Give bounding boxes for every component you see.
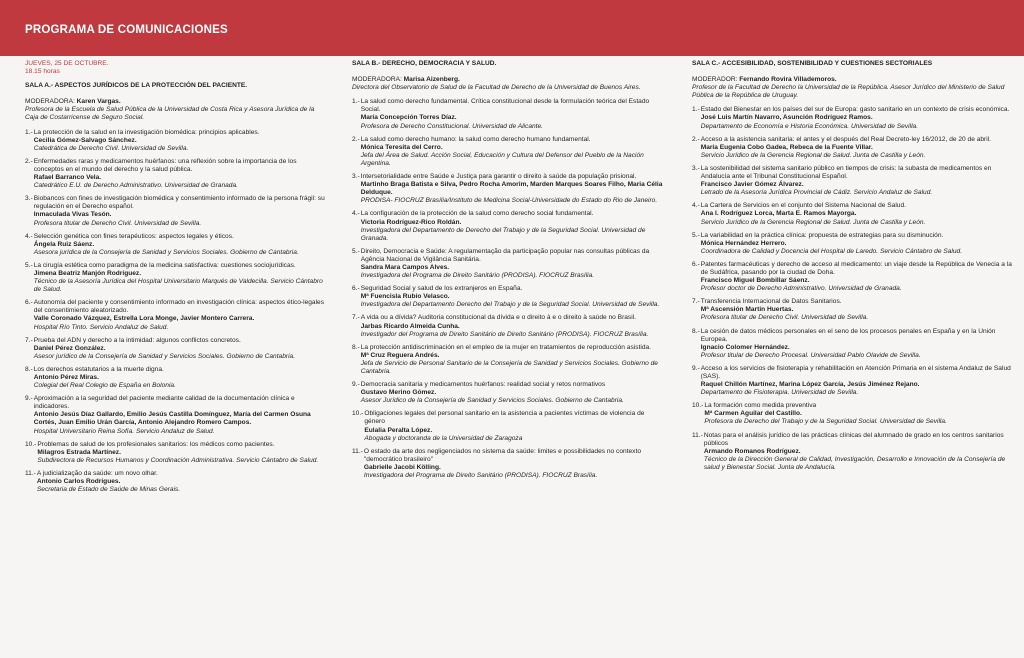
item-number: 4.- (692, 202, 700, 210)
header-banner (0, 0, 1024, 56)
item-speaker: Antonio Carlos Rodrigues. (36, 478, 121, 486)
item-speaker: Raquel Chillón Martínez, Marina López García, Jesús Jiménez Rejano. (700, 381, 920, 389)
moderator-label: MODERADOR: (692, 76, 738, 84)
item-title: Estado del Bienestar en los países del sur de Europa: gasto sanitario en un contexto de crisis económica. (700, 106, 1010, 114)
item-body (34, 337, 325, 361)
item-body (34, 395, 325, 435)
item-speaker: Valle Coronado Vázquez, Estrella Lora Monge, Javier Montero Carrera. (33, 315, 255, 323)
item-title: Obligaciones legales del personal sanitario en la asistencia a pacientes víctimas de violencia de género (364, 410, 645, 426)
item-speaker: Jarbas Ricardo Almeida Cunha. (360, 322, 460, 330)
item-title: Transferencia Internacional de Datos Sanitarios. (700, 298, 842, 306)
item-speaker: Mª Fuencisla Rubio Velasco. (360, 293, 450, 301)
item-speaker: Francisco Miguel Bombillar Sáenz. (700, 277, 810, 285)
communication-item (352, 136, 666, 168)
item-affiliation: Abogada y doctoranda de la Universidad de Zaragoza (364, 434, 523, 442)
item-affiliation: Hospital Río Tinto. Servicio Andaluz de Salud. (33, 323, 169, 331)
item-body (701, 202, 1012, 226)
item-body (701, 106, 1012, 130)
moderator-block (692, 76, 1012, 100)
item-speaker: Mónica Teresita del Cerro. (360, 143, 443, 151)
item-number: 8.- (25, 365, 33, 373)
item-affiliation: Colegial del Real Colegio de España en Bolonia. (33, 382, 176, 390)
communication-item (692, 432, 1012, 472)
communication-item (692, 402, 1012, 426)
sala-heading: SALA A.- ASPECTOS JURÍDICOS DE LA PROTECCIÓN DEL PACIENTE. (25, 82, 248, 90)
communication-item (692, 202, 1012, 226)
item-affiliation: Departamento de Economía e Historia Económica. Universidad de Sevilla. (700, 122, 919, 130)
item-title: Biobancos con fines de investigación biomédica y consentimiento informado de la persona frágil: su regulación en el Derecho español. (33, 195, 325, 211)
communication-item (25, 262, 325, 294)
item-number: 10.- (352, 410, 364, 418)
item-affiliation: Investigadora del Departamento Derecho del Trabajo y de la Seguridad Social. Universidad de Sevilla. (360, 301, 660, 309)
item-body (701, 261, 1012, 293)
item-title: Autonomía del paciente y consentimiento informado en investigación clínica: aspectos ético-legales del consentimiento aleatorizado. (33, 299, 324, 315)
communication-item (25, 395, 325, 435)
item-affiliation: Profesora titular de Derecho Civil. Universidad de Sevilla. (700, 314, 869, 322)
item-speaker: Rafael Barranco Vela. (33, 174, 102, 182)
communication-item (25, 337, 325, 361)
item-number: 2.- (352, 135, 360, 143)
item-body (701, 298, 1012, 322)
item-number: 1.- (692, 106, 700, 114)
communication-item (352, 98, 666, 130)
item-body (34, 366, 325, 390)
item-title: La protección de la salud en la investigación biomédica: principios aplicables. (33, 128, 260, 136)
column-sala-c (692, 60, 1012, 477)
communication-item (25, 129, 325, 153)
item-body (37, 441, 325, 465)
item-title: Selección genética con fines terapéuticos: aspectos legales y éticos. (33, 232, 234, 240)
item-speaker: Antonio Jesús Díaz Gallardo, Emilio Jesús Castilla Domínguez, María del Carmen Osuna Cortés, Juan Emilio Urán García, Antonio Alejandro Romero Campos. (33, 411, 311, 427)
item-body (361, 285, 666, 309)
item-title: Acceso a los servicios de fisioterapia y rehabilitación en Atención Primaria en el sistema Andaluz de Salud (SAS). (700, 364, 1011, 380)
communication-item (352, 173, 666, 205)
item-body (361, 136, 666, 168)
item-affiliation: Catedrático E.U. de Derecho Administrativo. Universidad de Granada. (33, 182, 238, 190)
item-affiliation: Profesor titular de Derecho Procesal. Universidad Pablo Olavide de Sevilla. (700, 351, 921, 359)
item-number: 1.- (352, 98, 360, 106)
item-body (701, 328, 1012, 360)
moderator-block (25, 98, 325, 122)
item-affiliation: Profesora de Derecho Constitucional. Universidad de Alicante. (360, 122, 543, 130)
item-affiliation: Profesor doctor de Derecho Administrativo. Universidad de Granada. (700, 285, 902, 293)
item-speaker: José Luis Martín Navarro, Asunción Rodríguez Ramos. (700, 114, 873, 122)
session-datetime (25, 60, 325, 76)
item-affiliation: Investigadora del Departamento de Derecho del Trabajo y de la Seguridad Social. Universidad de Granada. (360, 226, 646, 242)
item-speaker: María Eugenia Cobo Gadea, Rebeca de la Fuente Villar. (700, 143, 873, 151)
item-number: 7.- (352, 314, 360, 322)
item-affiliation: Departamento de Fisioterapia. Universidad de Sevilla. (700, 389, 859, 397)
item-speaker: Milagros Estrada Martínez. (37, 448, 121, 456)
moderator-name: Marisa Aizenberg. (403, 76, 460, 84)
item-body (34, 299, 325, 331)
item-title: Seguridad Social y salud de los extranjeros en España. (360, 285, 523, 293)
item-title: Aproximación a la seguridad del paciente mediante calidad de la documentación clínica e indicadores. (33, 395, 295, 411)
item-number: 6.- (25, 299, 33, 307)
item-affiliation: Subdirectora de Recursos Humanos y Coordinación Administrativa. Servicio Cántabro de Salud. (37, 456, 319, 464)
communication-item (692, 261, 1012, 293)
item-affiliation: Profesora titular de Derecho Civil. Universidad de Sevilla. (33, 219, 202, 227)
item-speaker: Inmaculada Vivas Tesón. (33, 211, 112, 219)
item-affiliation: Servicio Jurídico de la Gerencia Regional de Salud. Junta de Castilla y León. (700, 218, 926, 226)
moderator-label: MODERADORA: (25, 98, 75, 106)
item-title: La formación como medida preventiva (704, 402, 817, 410)
item-affiliation: Profesora de Derecho del Trabajo y de la Seguridad Social. Universidad de Sevilla. (704, 418, 947, 426)
item-body (701, 365, 1012, 397)
communication-item (692, 232, 1012, 256)
item-affiliation: Investigador del Programa de Direito Sanitário de Direito Sanitário (PRODISA). FIOCRUZ Brasília. (360, 330, 649, 338)
item-title: Patentes farmacéuticas y derecho de acceso al medicamento: un viaje desde la República de Venecia a la de Sudáfrica, pasando por la ciudad de Doha. (700, 260, 1012, 276)
item-body (704, 432, 1012, 472)
item-title: La salud como derecho humano: la salud como derecho humano fundamental. (360, 135, 591, 143)
communication-item (25, 233, 325, 257)
item-affiliation: Letrado de la Asesoría Jurídica Provincial de Cádiz. Servicio Andaluz de Salud. (700, 189, 933, 197)
moderator-name: Fernando Rovira Villademoros. (739, 76, 837, 84)
item-body (34, 195, 325, 227)
item-number: 6.- (692, 260, 700, 268)
item-number: 8.- (692, 327, 700, 335)
item-affiliation: Asesora jurídica de la Consejería de Sanidad y Servicios Sociales. Gobierno de Cantabria. (33, 248, 299, 256)
communication-item (352, 248, 666, 280)
item-number: 11.- (692, 431, 703, 439)
item-body (34, 129, 325, 153)
session-time: 18.15 horas (25, 68, 60, 76)
item-number: 5.- (25, 261, 33, 269)
item-body (701, 165, 1012, 197)
communication-item (352, 314, 666, 338)
item-speaker: Antonio Pérez Miras. (33, 374, 99, 381)
item-affiliation: Coordinadora de Calidad y Docencia del Hospital de Laredo. Servicio Cántabro de Salud. (700, 247, 963, 255)
item-affiliation: Investigadora del Programa de Direito Sanitário (PRODISA). FIOCRUZ Brasília. (360, 272, 595, 280)
communication-item (25, 299, 325, 331)
item-body (364, 410, 666, 442)
communication-item (692, 328, 1012, 360)
item-speaker: María Concepción Torres Díaz. (360, 114, 457, 122)
item-title: Intersetorialidade entre Saúde e Justiça para garantir o direito à saúde da população prisional. (360, 173, 637, 181)
item-title: La cesión de datos médicos personales en el seno de los procesos penales en España y en la Unión Europea. (700, 327, 996, 343)
communication-item (25, 195, 325, 227)
item-title: La protección antidiscriminación en el empleo de la mujer en tratamientos de reproducción asistida. (360, 343, 651, 351)
item-number: 3.- (352, 173, 360, 181)
session-date: JUEVES, 25 DE OCTUBRE. (25, 60, 109, 67)
item-speaker: Mª Cruz Reguera Andrés. (360, 351, 440, 359)
item-body (701, 136, 1012, 160)
item-title: La salud como derecho fundamental. Crítica constitucional desde la formulación teórica del Estado Social. (360, 98, 650, 114)
item-speaker: Eulalia Peralta López. (364, 426, 433, 434)
item-speaker: Ignacio Colomer Hernández. (700, 343, 790, 351)
communication-item (25, 158, 325, 190)
item-body (361, 98, 666, 130)
item-number: 2.- (692, 135, 700, 143)
moderator-affiliation: Directora del Observatorio de Salud de la Facultad de Derecho de la Universidad de Buenos Aires. (352, 84, 641, 92)
item-affiliation: Asesor Jurídico de la Consejería de Sanidad y Servicios Sociales. Gobierno de Cantabria. (360, 397, 624, 405)
item-affiliation: Jefa del Área de Salud. Acción Social, Educación y Cultura del Defensor del Pueblo de la Nación Argentina. (360, 151, 644, 167)
item-number: 5.- (352, 247, 360, 255)
communication-item (25, 441, 325, 465)
item-affiliation: Técnico de la Asesoría Jurídica del Hospital Universitario Marqués de Valdecilla. Servicio Cántabro de Salud. (33, 278, 323, 294)
page-title: PROGRAMA DE COMUNICACIONES (25, 24, 228, 36)
item-speaker: Jimena Beatriz Manjón Rodríguez. (33, 269, 142, 277)
item-number: 9.- (352, 381, 360, 389)
communication-item (25, 366, 325, 390)
item-title: Acceso a la asistencia sanitaria: el antes y el después del Real Decreto-ley 16/2012, de 20 de abril. (700, 135, 991, 143)
communication-item (692, 106, 1012, 130)
item-affiliation: Catedrática de Derecho Civil. Universidad de Sevilla. (33, 144, 189, 152)
item-title: Problemas de salud de los profesionales sanitarios: los médicos como pacientes. (37, 440, 275, 448)
item-title: Prueba del ADN y derecho a la intimidad: algunos conflictos concretos. (33, 336, 241, 344)
item-speaker: Sandra Mara Campos Alves. (360, 263, 450, 271)
item-speaker: Mónica Hernández Herrero. (700, 239, 787, 247)
item-speaker: Gustavo Merino Gómez. (360, 389, 437, 397)
item-title: La sostenibilidad del sistema sanitario público en tiempos de crisis: la subasta de medicamentos en Andalucía ante el Tribunal Constitucional Español. (700, 164, 992, 181)
column-sala-a (25, 60, 325, 499)
item-number: 1.- (25, 128, 33, 136)
item-number: 6.- (352, 285, 360, 293)
communication-item (25, 470, 325, 494)
item-speaker: Gabrielle Jacobi Kölling. (363, 463, 441, 471)
item-number: 8.- (352, 343, 360, 351)
communication-item (352, 285, 666, 309)
communication-item (352, 210, 666, 242)
item-speaker: Daniel Pérez González. (33, 344, 106, 352)
item-title: La Cartera de Servicios en el conjunto del Sistema Nacional de Salud. (700, 202, 906, 210)
moderator-affiliation: Profesor de la Facultad de Derecho la Universidad de la República. Asesor Jurídico del Ministerio de Salud Pública de la República de Uruguay. (692, 84, 1005, 100)
moderator-affiliation: Profesora de la Escuela de Salud Pública de la Universidad de Costa Rica y Asesora Jurídica de la Caja de Costarricense de Seguro Social. (25, 106, 315, 122)
item-body (364, 448, 666, 480)
item-title: Notas para el análisis jurídico de las prácticas clínicas del alumnado de grado en los centros sanitarios públicos (703, 431, 1004, 447)
item-body (361, 381, 666, 405)
item-affiliation: Servicio Jurídico de la Gerencia Regional de Salud. Junta de Castilla y León. (700, 151, 926, 159)
item-number: 10.- (692, 402, 704, 410)
column-sala-b (352, 60, 666, 485)
communication-item (352, 448, 666, 480)
item-title: Enfermedades raras y medicamentos huérfanos: una reflexión sobre la importancia de los conceptos en el mundo del derecho y la salud pública. (33, 157, 297, 173)
item-number: 10.- (25, 440, 37, 448)
communication-item (352, 344, 666, 376)
item-speaker: Armando Romanos Rodríguez. (703, 447, 801, 455)
communication-item (692, 298, 1012, 322)
item-speaker: Mª Carmen Aguilar del Castillo. (704, 410, 802, 418)
moderator-label: MODERADORA: (352, 76, 402, 84)
item-number: 4.- (25, 232, 33, 240)
item-number: 11.- (352, 447, 363, 455)
item-body (361, 210, 666, 242)
item-speaker: Mª Ascensión Martín Huertas. (700, 306, 794, 314)
item-number: 9.- (25, 395, 33, 403)
communication-item (692, 165, 1012, 197)
item-affiliation: Jefa de Servicio de Personal Sanitario de la Consejería de Sanidad y Servicios Sociales. Gobierno de Cantabria. (360, 359, 658, 375)
item-title: A judicialização da saúde: um novo olhar. (36, 469, 158, 477)
item-body (361, 173, 666, 205)
item-affiliation: Secretaria de Estado de Saúde de Minas Gerais. (36, 486, 181, 494)
item-body (361, 248, 666, 280)
item-title: La cirugía estética como paradigma de la medicina satisfactiva: cuestiones sociojurídicas. (33, 261, 296, 269)
item-speaker: Ángela Ruiz Sáenz. (33, 240, 95, 248)
communication-item (352, 381, 666, 405)
item-body (34, 158, 325, 190)
item-speaker: Martinho Braga Batista e Silva, Pedro Rocha Amorim, Marden Marques Soares Filho, Maria Célia Delduque. (360, 181, 663, 197)
item-number: 3.- (25, 195, 33, 203)
item-body (34, 233, 325, 257)
item-number: 7.- (692, 298, 700, 306)
item-affiliation: PRODISA- FIOCRUZ Brasília/Instituto de Medicina Social-Universidade do Estado do Rio de Janeiro. (360, 197, 658, 205)
item-body (361, 344, 666, 376)
sala-heading: SALA C.- ACCESIBILIDAD, SOSTENIBILIDAD Y CUESTIONES SECTORIALES (692, 60, 933, 67)
item-title: A vida ou a dívida? Auditoria constitucional da dívida e o direito à e o direito à saúde no Brasil. (360, 314, 636, 322)
item-title: Direito, Democracia e Saúde: A regulamentação da participação popular nas consultas públicas da Agência Nacional de Vigilância Sanitária. (360, 247, 650, 263)
item-title: La variabilidad en la práctica clínica: propuesta de estrategias para su disminución. (700, 231, 944, 239)
item-body (704, 402, 1012, 426)
item-title: Los derechos estatutarios a la muerte digna. (33, 365, 164, 373)
item-number: 2.- (25, 157, 33, 165)
sala-heading: SALA B.- DERECHO, DEMOCRACIA Y SALUD. (352, 60, 497, 67)
item-speaker: Cecilia Gómez-Salvago Sánchez. (33, 136, 137, 144)
item-speaker: Victoria Rodríguez-Rico Roldán. (360, 218, 462, 226)
item-number: 4.- (352, 210, 360, 218)
item-number: 11.- (25, 469, 36, 477)
moderator-name: Karen Vargas. (76, 98, 121, 106)
item-body (34, 262, 325, 294)
item-title: Democracia sanitaria y medicamentos huérfanos: realidad social y retos normativos (360, 381, 606, 389)
moderator-block (352, 76, 666, 92)
item-number: 7.- (25, 336, 33, 344)
item-affiliation: Técnico de la Dirección General de Calidad, Investigación, Desarrollo e Innovación de la Consejería de salud y Bienestar Social. Junta de Andalucía. (703, 455, 1006, 471)
item-affiliation: Investigadora del Programa de Direito Sanitário (PRODISA). FIOCRUZ Brasília. (363, 472, 598, 480)
item-affiliation: Hospital Universitario Reina Sofía. Servicio Andaluz de Salud. (33, 427, 215, 435)
item-speaker: Ana I. Rodríguez Lorca, Marta E. Ramos Mayorga. (700, 210, 857, 218)
item-title: La configuración de la protección de la salud como derecho social fundamental. (360, 210, 594, 218)
item-speaker: Francisco Javier Gómez Álvarez. (700, 181, 804, 189)
item-number: 3.- (692, 164, 700, 172)
item-number: 5.- (692, 231, 700, 239)
item-affiliation: Asesor jurídico de la Consejería de Sanidad y Servicios Sociales. Gobierno de Cantabria. (33, 352, 296, 360)
item-body (701, 232, 1012, 256)
communication-item (352, 410, 666, 442)
item-body (37, 470, 325, 494)
communication-item (692, 136, 1012, 160)
item-body (361, 314, 666, 338)
communication-item (692, 365, 1012, 397)
item-title: O estado da arte dos negligenciados no sistema da saúde: limites e possibilidades no contexto "democrático brasileiro" (363, 447, 641, 463)
item-number: 9.- (692, 364, 700, 372)
